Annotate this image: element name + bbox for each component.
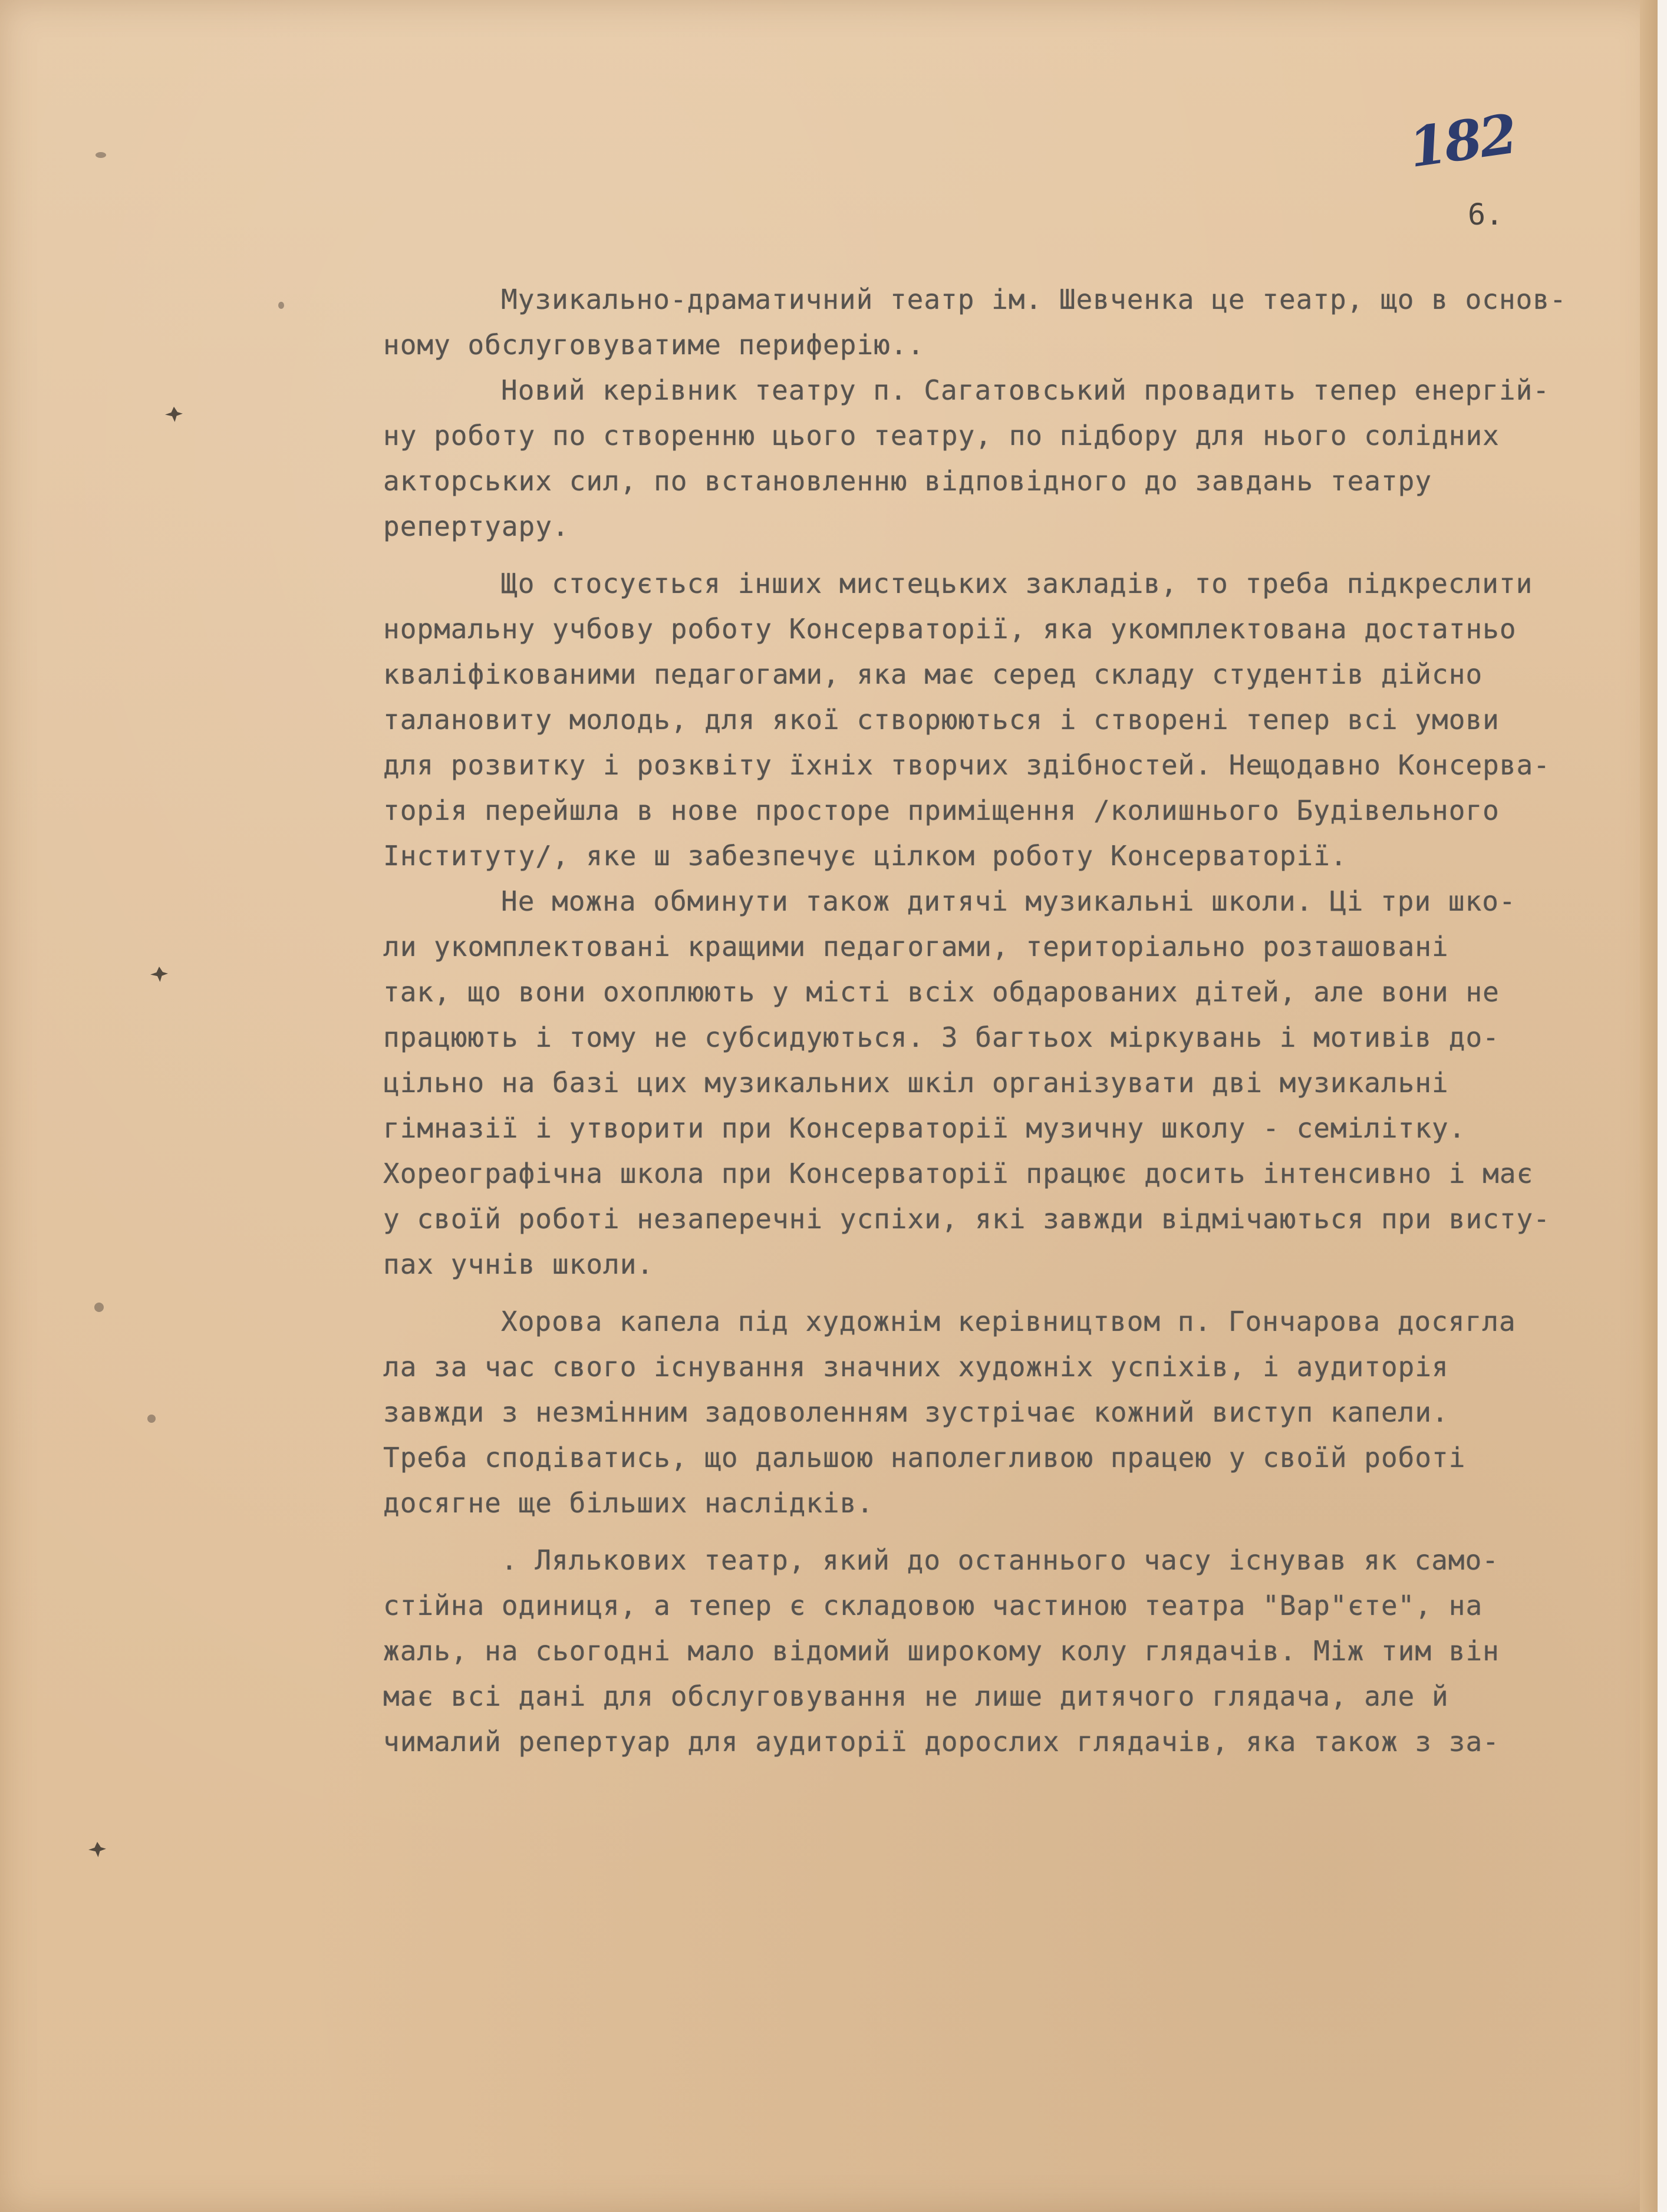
text-line: ному обслуговуватиме периферію..	[383, 329, 925, 361]
page-number: 6.	[1468, 197, 1504, 232]
text-line: завжди з незмінним задоволенням зустрічає кожний виступ капели.	[383, 1396, 1449, 1428]
text-line: стійна одиниця, а тепер є складовою частиною театра "Вар"єте", на	[383, 1590, 1483, 1621]
text-line: репертуару.	[383, 510, 569, 542]
speck	[278, 302, 284, 309]
text-line: кваліфікованими педагогами, яка має серед складу студентів дійсно	[383, 658, 1483, 690]
text-line: гімназії і утворити при Консерваторії музичну школу - семілітку.	[383, 1112, 1466, 1144]
text-line: ну роботу по створенню цього театру, по підбору для нього солідних	[383, 420, 1500, 451]
text-line: ла за час свого існування значних художніх успіхів, і аудиторія	[383, 1351, 1449, 1383]
text-line: Що стосується інших мистецьких закладів, то треба підкреслити	[501, 568, 1533, 599]
text-line: чималий репертуар для аудиторії дорослих глядачів, яка також з за-	[383, 1726, 1500, 1758]
text-line: акторських сил, по встановленню відповідного до завдань театру	[383, 465, 1432, 497]
paper-edge	[1640, 0, 1658, 2212]
speck	[94, 1303, 104, 1312]
text-line: жаль, на сьогодні мало відомий широкому колу глядачів. Між тим він	[383, 1635, 1500, 1667]
text-line: пах учнів школи.	[383, 1248, 654, 1280]
text-line: талановиту молодь, для якої створюються і створені тепер всі умови	[383, 704, 1500, 736]
text-line: Не можна обминути також дитячі музикальні школи. Ці три шко-	[501, 885, 1516, 917]
text-line: цільно на базі цих музикальних шкіл організувати дві музикальні	[383, 1067, 1449, 1099]
text-line: Музикально-драматичний театр ім. Шевченка це театр, що в основ-	[501, 283, 1567, 315]
text-line: ли укомплектовані кращими педагогами, територіально розташовані	[383, 931, 1449, 962]
text-line: нормальну учбову роботу Консерваторії, яка укомплектована достатньо	[383, 613, 1517, 645]
archive-page-number: 182	[1405, 101, 1519, 180]
punch-mark	[88, 1842, 106, 1857]
text-line: Новий керівник театру п. Сагатовський провадить тепер енергій-	[501, 374, 1550, 406]
text-line: . Лялькових театр, який до останнього часу існував як само-	[501, 1544, 1499, 1576]
text-line: досягне ще більших наслідків.	[383, 1487, 874, 1519]
punch-mark	[165, 407, 183, 422]
text-line: має всі дані для обслуговування не лише дитячого глядача, але й	[383, 1680, 1449, 1712]
punch-mark	[150, 967, 168, 982]
text-line: Інституту/, яке ш забезпечує цілком роботу Консерваторії.	[383, 840, 1348, 872]
speck	[147, 1415, 156, 1423]
text-line: Хореографічна школа при Консерваторії працює досить інтенсивно і має	[383, 1158, 1534, 1189]
text-line: Хорова капела під художнім керівництвом п. Гончарова досягла	[501, 1306, 1516, 1337]
text-line: так, що вони охоплюють у місті всіх обдарованих дітей, але вони не	[383, 976, 1500, 1008]
text-line: для розвитку і розквіту їхніх творчих здібностей. Нещодавно Консерва-	[383, 749, 1550, 781]
text-line: у своїй роботі незаперечні успіхи, які завжди відмічаються при висту-	[383, 1203, 1550, 1235]
text-line: Треба сподіватись, що дальшою наполегливою працею у своїй роботі	[383, 1442, 1466, 1473]
text-line: торія перейшла в нове просторе приміщення /колишнього Будівельного	[383, 795, 1500, 826]
speck	[95, 152, 106, 158]
typewritten-text	[383, 277, 1627, 1765]
text-line: працюють і тому не субсидуються. З багтьох міркувань і мотивів до-	[383, 1021, 1500, 1053]
